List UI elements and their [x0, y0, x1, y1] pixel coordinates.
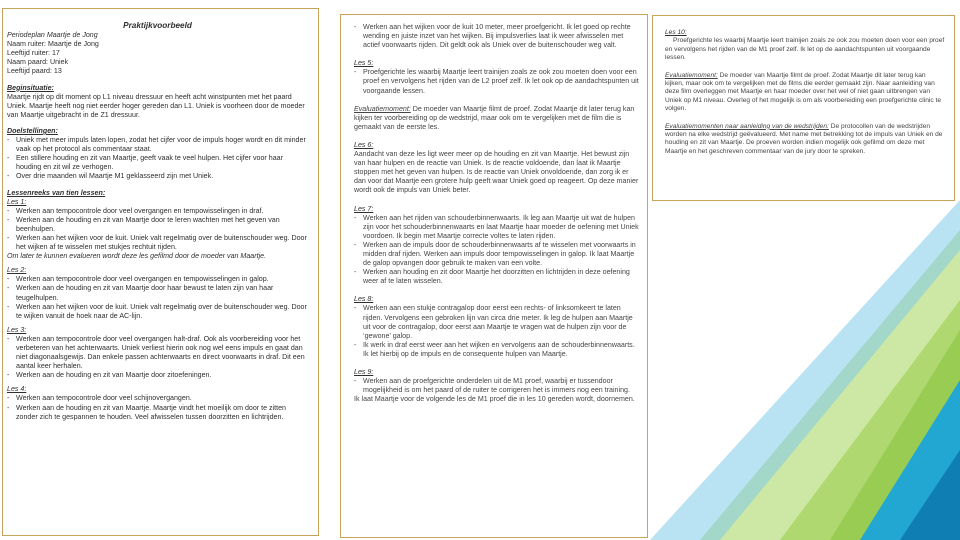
document-title: Praktijkvoorbeeld [123, 21, 192, 30]
horse-age: Leeftijd paard: 13 [7, 67, 62, 76]
les1-note: Om later te kunnen evalueren wordt deze les gefilmd door de moeder van Maartje. [7, 252, 267, 261]
les5-eval-text: De moeder van Maartje filmt de proef. Zodat Maartje dit later terug kan kijken ter voorbereiding op de wedstrijd, maar ook om te vergelijken met de film die is gemaakt van de eerste les. [354, 104, 635, 131]
les5-eval-label: Evaluatiemoment: [354, 104, 411, 113]
plan-subtitle: Periodeplan Maartje de Jong [7, 31, 98, 40]
les8-item: - Ik werk in draf eerst weer aan het wijken en vervolgens aan de schouderbinnenwaarts. Ik let hierbij op de impuls en de consequente hulpen van Maartje. [354, 341, 639, 359]
les3-item: - Werken aan de houding en zit van Maartje door zitoefeningen. [7, 371, 308, 380]
les7-item: - Werken aan houding en zit door Maartje het doorzitten en lichtrijden in deze oefening weer af te laten wisselen. [354, 268, 639, 286]
les10-text: Proefgerichte les waarbij Maartje leert trainijen zoals ze ook zou moeten doen voor een proef en vervolgens het rijden van de M1 proef zelf. Ik let op de aandachtspunten uit voorgaande lessen. [665, 37, 945, 62]
les7-item: - Werken aan het rijden van schouderbinnenwaarts. Ik leg aan Maartje uit wat de hulpen zijn voor het schouderbinnenwaarts en laat Maartje haar moeder de oefening met Uniek voordoen. Ik begin met Maartje correcte voltes te laten rijden. [354, 214, 639, 241]
intro-item: - Werken aan het wijken voor de kuit 10 meter, meer proefgericht. Ik let goed op rechte wending en juiste inzet van het wijken. Bij impulsverlies laat ik weer afwisselen met actief voorwaarts rijden. Dit geldt ook als Uniek over de buitenschouder weg valt. [354, 23, 639, 50]
eval2-label: Evaluatiemomenten naar aanleiding van de wedstrijden: [665, 122, 829, 130]
les6-label: Les 6: [354, 140, 374, 149]
les2-item: - Werken aan het wijken voor de kuit. Uniek valt regelmatig over de buitenschouder weg. Door te wijken vanuit de hoek naar de AC-lijn. [7, 303, 308, 321]
les1-label: Les 1: [7, 197, 27, 206]
les3-label: Les 3: [7, 325, 27, 334]
les7-label: Les 7: [354, 204, 374, 213]
les10-label: Les 10: [665, 29, 687, 36]
les4-label: Les 4: [7, 385, 27, 394]
doelstellingen-heading: Doelstellingen: [7, 126, 58, 135]
rider-name: Naam ruiter: Maartje de Jong [7, 40, 99, 49]
les5-item: - Proefgerichte les waarbij Maartje leert trainijen zoals ze ook zou moeten doen voor een proef en vervolgens het rijden van de L2 proef zelf. Ik let ook op de aandachtspunten uit voorgaande lessen. [354, 68, 639, 95]
eval2-paragraph [665, 123, 946, 157]
les1-item: - Werken aan de houding en zit van Maartje door te leren wachten met het geven van beenhulpen. [7, 216, 308, 234]
les4-item: - Werken aan de houding en zit van Maartje. Maartje vindt het moeilijk om door te zitten zonder zich te gespannen te houden. Veel afwisselen tussen doorzitten en lichtrijden. [7, 404, 308, 422]
les8-label: Les 8: [354, 295, 374, 304]
document-page-1 [2, 8, 319, 536]
document-page-3 [652, 15, 955, 201]
les9-item: - Werken aan de proefgerichte onderdelen uit de M1 proef, waarbij er tussendoor mogelijkheid is om het paard of de ruiter te corrigeren het is immers nog een training. [354, 377, 639, 395]
les1-item: - Werken aan tempocontrole door veel overgangen en tempowisselingen in draf. [7, 207, 308, 216]
eval1-paragraph [665, 72, 946, 114]
doel-item: - Uniek met meer impuls laten lopen, zodat het cijfer voor de impuls hoger wordt en dit minder vaak op het protocol als commentaar staat. [7, 136, 308, 154]
lessenreeks-heading: Lessenreeks van tien lessen: [7, 188, 106, 197]
document-page-2 [340, 14, 648, 538]
les1-item: - Werken aan het wijken voor de kuit. Uniek valt regelmatig over de buitenschouder weg. Door het wijken af te wisselen met stukjes rechtuit rijden. [7, 234, 308, 252]
eval2-text: De protocollen van de wedstrijden worden na elke wedstrijd geëvalueerd. Met name met betrekking tot de impuls van Uniek en de houding en zit van Maartje. De proeven worden indien mogelijk ook gefilmd om deze met Maartje en het geschreven commentaar van de jury door te spreken. [665, 122, 943, 155]
les4-item: - Werken aan tempocontrole door veel schijnovergangen. [7, 394, 308, 403]
les8-item: - Werken aan een stukje contragalop door eerst een rechts- of linksomkeert te laten rijden. Vervolgens een gebroken lijn van circa drie meter. Ik leg de hulpen aan Maartje uit voor de contragalop, door eerst aan Maartje te vragen wat de hulpen zijn voor de ‘gewone’ galop. [354, 304, 639, 340]
eval1-text: De moeder van Maartje filmt de proef. Zodat Maartje dit later terug kan kijken, maar ook om te vergelijken met de films die eerder gemaakt zijn. Naar aanleiding van deze film overleggen met Maartje en haar moeder over het wel of niet gaan uitbrengen van Uniek op M1 niveau. Overleg of het mogelijk is om als voorbereiding een proefgerichte clinic te volgen. [665, 71, 941, 113]
les9-label: Les 9: [354, 368, 374, 376]
les6-text: Aandacht van deze les ligt weer meer op de houding en zit van Maartje. Het bewust zijn van haar hulpen en de reactie van Uniek. Is de reactie voldoende, dan laat ik Maartje stoppen met het geven van hulpen. Is de reactie van Uniek onvoldoende, dan zorg ik er dan voor dat Maartje een grotere hulp geeft waar Uniek goed op reageert. Op deze manier wordt ook de impuls van Uniek beter. [354, 150, 639, 195]
doel-item: - Over drie maanden wil Maartje M1 geklasseerd zijn met Uniek. [7, 172, 308, 181]
beginsituatie-text: Maartje rijdt op dit moment op L1 niveau dressuur en heeft acht winstpunten met het paard Uniek. Maartje heeft nog niet eerder hoger gereden dan L1. Uniek is voorheen door de moeder van Maartje uitgebracht in de Z1 dressuur. [7, 92, 305, 119]
les3-item: - Werken aan tempocontrole door veel overgangen halt-draf. Ook als voorbereiding voor het verbeteren van het achterwaarts. Uniek verliest hierin ook nog wel eens impuls en gaat dan niet diagonaalsgewijs. Dan enkele passen achterwaarts en direct voorwaarts in draf. Dit een aantal keer herhalen. [7, 335, 308, 371]
doel-item: - Een stillere houding en zit van Maartje, geeft vaak te veel hulpen. Het cijfer voor haar houding en zit wil ze verhogen. [7, 154, 308, 172]
les9-closing: Ik laat Maartje voor de volgende les de M1 proef die in les 10 gereden wordt, doornemen. [354, 395, 635, 404]
les5-evaluation [354, 105, 639, 132]
les7-item: - Werken aan de impuls door de schouderbinnenwaarts af te wisselen met voorwaarts in midden draf rijden. Werken aan impuls door tempowisselingen in galop. Ik laat Maartje de galop opvangen door gebruik te maken van een volte. [354, 241, 639, 268]
horse-name: Naam paard: Uniek [7, 58, 69, 67]
rider-age: Leeftijd ruiter: 17 [7, 49, 60, 58]
les2-item: - Werken aan de houding en zit van Maartje door haar bewust te laten zijn van haar teugelhulpen. [7, 284, 308, 302]
les5-label: Les 5: [354, 59, 374, 68]
les2-item: - Werken aan tempocontrole door veel overgangen en tempowisselingen in galop. [7, 275, 308, 284]
les2-label: Les 2: [7, 266, 27, 275]
beginsituatie-heading: Beginsituatie: [7, 83, 54, 92]
eval1-label: Evaluatiemoment: [665, 71, 718, 79]
